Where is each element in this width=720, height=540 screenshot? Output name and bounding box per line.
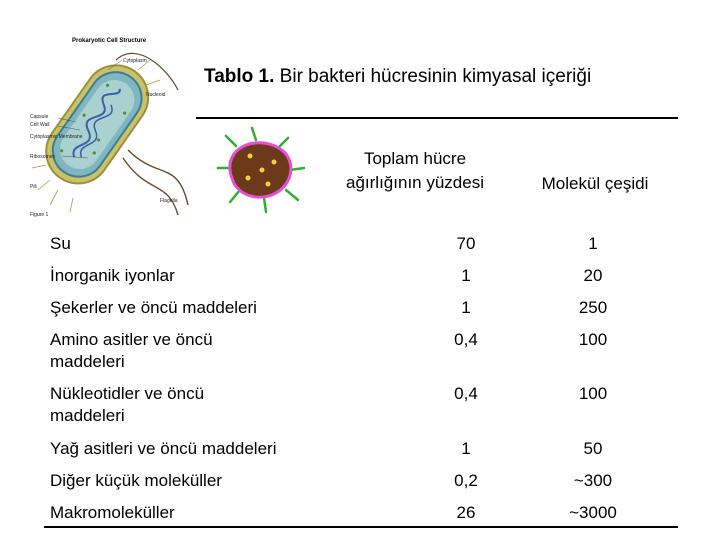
label-ribosomes: Ribosomes <box>30 154 56 160</box>
row-molecule-count: 250 <box>578 298 608 317</box>
row-percent: 0,4 <box>454 384 478 403</box>
row-percent: 1 <box>461 298 471 317</box>
table-bottom-rule <box>44 526 678 528</box>
row-name: Nükleotidler ve öncü maddeleri <box>50 384 205 425</box>
row-name: Amino asitler ve öncü maddeleri <box>50 330 213 371</box>
row-molecule-count: ~3000 <box>569 503 617 522</box>
label-cytoplasm: Cytoplasm <box>123 58 147 64</box>
row-molecule-count: 20 <box>583 266 603 285</box>
column-header-percent-line1: Toplam hücre <box>363 149 467 168</box>
row-molecule-count: 50 <box>583 439 603 458</box>
row-name: Makromoleküller <box>50 503 175 522</box>
row-molecule-count: ~300 <box>573 471 613 490</box>
label-nucleoid: Nucleoid <box>146 92 166 98</box>
row-percent: 70 <box>456 234 476 253</box>
label-flagella: Flagella <box>160 198 178 204</box>
row-name: Şekerler ve öncü maddeleri <box>50 298 257 317</box>
column-header-percent-line2: ağırlığının yüzdesi <box>346 173 484 192</box>
prokaryotic-cell-illustration <box>28 30 208 220</box>
row-name: Su <box>50 234 71 253</box>
label-cytoplasmic-membrane: Cytoplasmic Membrane <box>30 134 83 140</box>
row-molecule-count: 1 <box>588 234 598 253</box>
column-header-percent <box>330 147 500 195</box>
row-percent: 0,4 <box>454 330 478 349</box>
row-percent: 1 <box>461 266 471 285</box>
row-name: Diğer küçük moleküller <box>50 471 222 490</box>
label-cell-wall: Cell Wall <box>30 122 50 128</box>
label-pili: Pili <box>30 184 37 190</box>
row-name: Yağ asitleri ve öncü maddeleri <box>50 439 277 458</box>
row-percent: 26 <box>456 503 476 522</box>
row-percent: 1 <box>461 439 471 458</box>
label-capsule: Capsule <box>30 114 49 120</box>
row-molecule-count: 100 <box>578 330 608 349</box>
row-percent: 0,2 <box>454 471 478 490</box>
table-top-rule <box>196 117 678 119</box>
illustration-heading: Prokaryotic Cell Structure <box>72 38 147 44</box>
table-title <box>204 66 591 88</box>
table-title-prefix: Tablo 1. <box>204 66 275 87</box>
row-name: İnorganik iyonlar <box>50 266 175 285</box>
row-molecule-count: 100 <box>578 384 608 403</box>
column-header-molecule-types: Molekül çeşidi <box>541 174 649 193</box>
table-title-text: Bir bakteri hücresinin kimyasal içeriği <box>274 66 592 87</box>
bacterium-icon <box>216 124 308 216</box>
illustration-caption: Figure 1 <box>30 212 49 218</box>
